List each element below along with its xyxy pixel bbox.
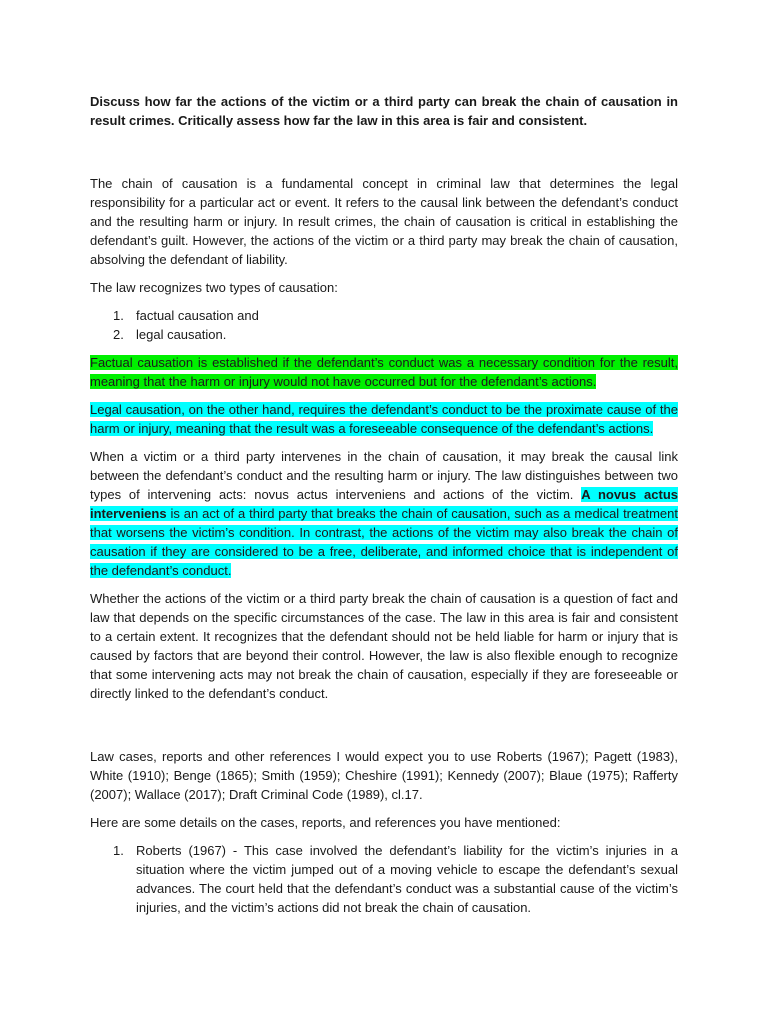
list-item-text: legal causation. <box>136 327 227 342</box>
document-page <box>90 92 678 926</box>
green-highlight-text: Factual causation is established if the defendant’s conduct was a necessary condition for the result, meaning that the harm or injury would not have occurred but for the defendant’s actions. <box>90 355 678 389</box>
details-intro-paragraph: Here are some details on the cases, reports, and references you have mentioned: <box>90 815 561 830</box>
list-item <box>90 841 678 917</box>
fairness-paragraph: Whether the actions of the victim or a third party break the chain of causation is a question of fact and law that depends on the specific circumstances of the case. The law in this area is fair and consistent to a certain extent. It recognizes that the defendant should not be held liable for harm or injury that is caused by factors that are beyond their control. However, the law is also flexible enough to recognize that some intervening acts may not break the chain of causation, especially if they are foreseeable or directly linked to the defendant’s conduct. <box>90 591 678 701</box>
intervening-acts-paragraph <box>90 447 678 580</box>
essay-question-heading: Discuss how far the actions of the victim or a third party can break the chain of causation in result crimes. Critically assess how far the law in this area is fair and consistent. <box>90 94 678 128</box>
list-number: 1. <box>113 308 124 323</box>
novus-actus-bold-term: A novus actus interveniens <box>90 487 678 521</box>
references-paragraph: Law cases, reports and other references I would expect you to use Roberts (1967); Pagett (1983), White (1910); Benge (1865); Smith (1959); Cheshire (1991); Kennedy (2007); Blaue (1975); Rafferty (2007); Wallace (2017); Draft Criminal Code (1989), cl.17. <box>90 749 678 802</box>
case-details-list <box>90 841 678 917</box>
intro-paragraph: The chain of causation is a fundamental concept in criminal law that determines the legal responsibility for a particular act or event. It refers to the causal link between the defendant’s conduct and the resulting harm or injury. In result crimes, the chain of causation is critical in establishing the defendant’s guilt. However, the actions of the victim or a third party may break the chain of causation, absolving the defendant of liability. <box>90 176 678 267</box>
list-item <box>90 325 678 344</box>
legal-causation-paragraph <box>90 400 678 438</box>
cyan-highlight-text: is an act of a third party that breaks the chain of causation, such as a medical treatment that worsens the victim’s condition. In contrast, the actions of the victim may also break the chain of causation if they are considered to be a free, deliberate, and informed choice that is independent of the defendant’s conduct. <box>90 506 678 578</box>
list-number: 1. <box>113 843 124 858</box>
causation-types-list <box>90 306 678 344</box>
list-item-text: Roberts (1967) - This case involved the defendant’s liability for the victim’s injuries in a situation where the victim jumped out of a moving vehicle to escape the defendant’s sexual advances. The court held that the defendant’s conduct was a substantial cause of the victim’s injuries, and the victim’s actions did not break the chain of causation. <box>136 843 678 915</box>
cyan-highlight-text: Legal causation, on the other hand, requires the defendant’s conduct to be the proximate cause of the harm or injury, meaning that the result was a foreseeable consequence of the defendant’s actions. <box>90 402 678 436</box>
list-number: 2. <box>113 327 124 342</box>
intervening-plain-text: When a victim or a third party intervenes in the chain of causation, it may break the causal link between the defendant’s conduct and the resulting harm or injury. The law distinguishes between two types of intervening acts: novus actus interveniens and actions of the victim. <box>90 449 678 502</box>
factual-causation-paragraph <box>90 353 678 391</box>
list-item <box>90 306 678 325</box>
causation-types-intro: The law recognizes two types of causation: <box>90 280 338 295</box>
list-item-text: factual causation and <box>136 308 259 323</box>
